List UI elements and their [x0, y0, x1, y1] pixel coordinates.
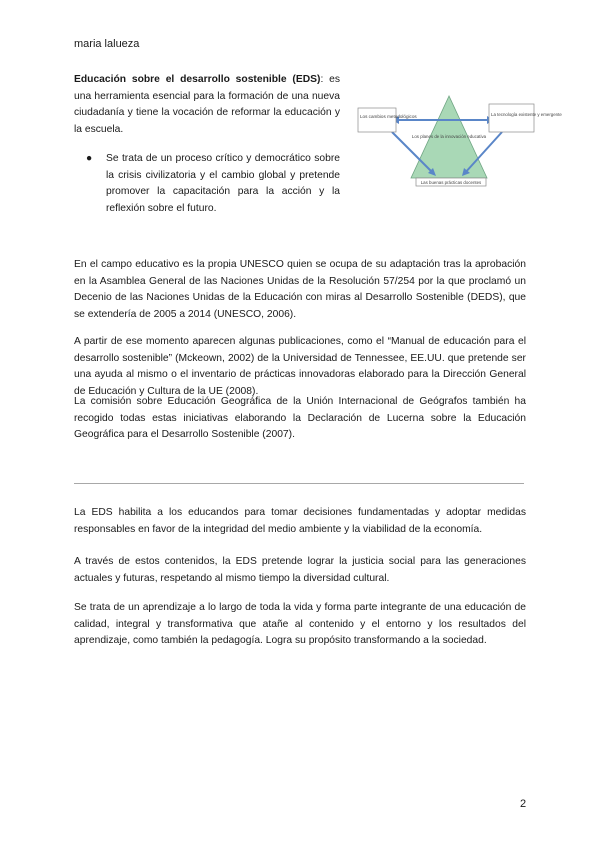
bullet-marker: ●	[86, 153, 93, 164]
diagram-center-label: Los planes de la innovación educativa	[411, 134, 487, 139]
paragraph-lucerna: La comisión sobre Educación Geográfica de la Unión Internacional de Geógrafos también ha recogido todas estas iniciativas elaborando la Declaración de Lucerna sobre la Educación Geográfica para el Desarrollo Sostenible (2007).	[74, 396, 526, 440]
paragraph-justicia-social: A través de estos contenidos, la EDS pretende lograr la justicia social para las generaciones actuales y futuras, respetando al mismo tiempo la diversidad cultural.	[74, 556, 526, 584]
paragraph-aprendizaje: Se trata de un aprendizaje a lo largo de toda la vida y forma parte integrante de una educación de calidad, integral y transformativa que atañe al contenido y el entorno y los resultados del aprendizaje, como también la pedagogía. Logra su propósito transformando a la sociedad.	[74, 602, 526, 646]
innovation-diagram	[356, 92, 562, 188]
paragraph-eds-habilita: La EDS habilita a los educandos para tomar decisiones fundamentadas y adoptar medidas responsables en favor de la integridad del medio ambiente y la viabilidad de la economía.	[74, 507, 526, 535]
diagram-right-box	[489, 104, 534, 132]
author-name: maria lalueza	[74, 38, 140, 50]
bullet-text: Se trata de un proceso crítico y democrático sobre la crisis civilizatoria y el cambio global y pretende promover la capacitación para la acción y la reflexión sobre el futuro.	[106, 153, 340, 214]
bullet-item	[86, 151, 340, 217]
section-divider	[74, 483, 524, 484]
eds-definition: : es una herramienta esencial para la formación de una nueva ciudadanía y tiene la vocación de reformar la educación y la escuela.	[74, 74, 340, 135]
diagram-right-label: La tecnología existente y emergente	[491, 112, 562, 117]
diagram-left-label: Los cambios metodológicos	[360, 114, 417, 119]
diagram-left-box	[358, 108, 396, 132]
paragraph-publications: A partir de ese momento aparecen algunas publicaciones, como el “Manual de educación para el desarrollo sostenible” (Mckeown, 2002) de la Universidad de Tennessee, EE.UU. que pretende ser una ayuda al mismo o el inventario de prácticas innovadoras elaborado para la Dirección General de Educación y Cultura de la UE (2008).	[74, 336, 526, 397]
diagram-bottom-label: Las buenas prácticas docentes	[420, 180, 482, 185]
intro-paragraph	[74, 72, 340, 138]
eds-term: Educación sobre el desarrollo sostenible (EDS)	[74, 74, 321, 85]
page-number: 2	[520, 798, 527, 810]
paragraph-unesco: En el campo educativo es la propia UNESCO quien se ocupa de su adaptación tras la aprobación en la Asamblea General de las Naciones Unidas de la Resolución 57/254 por la que proclamó un Decenio de las Naciones Unidas de la Educación con miras al Desarrollo Sostenible (DEDS), que se extendería de 2005 a 2014 (UNESCO, 2006).	[74, 259, 526, 320]
